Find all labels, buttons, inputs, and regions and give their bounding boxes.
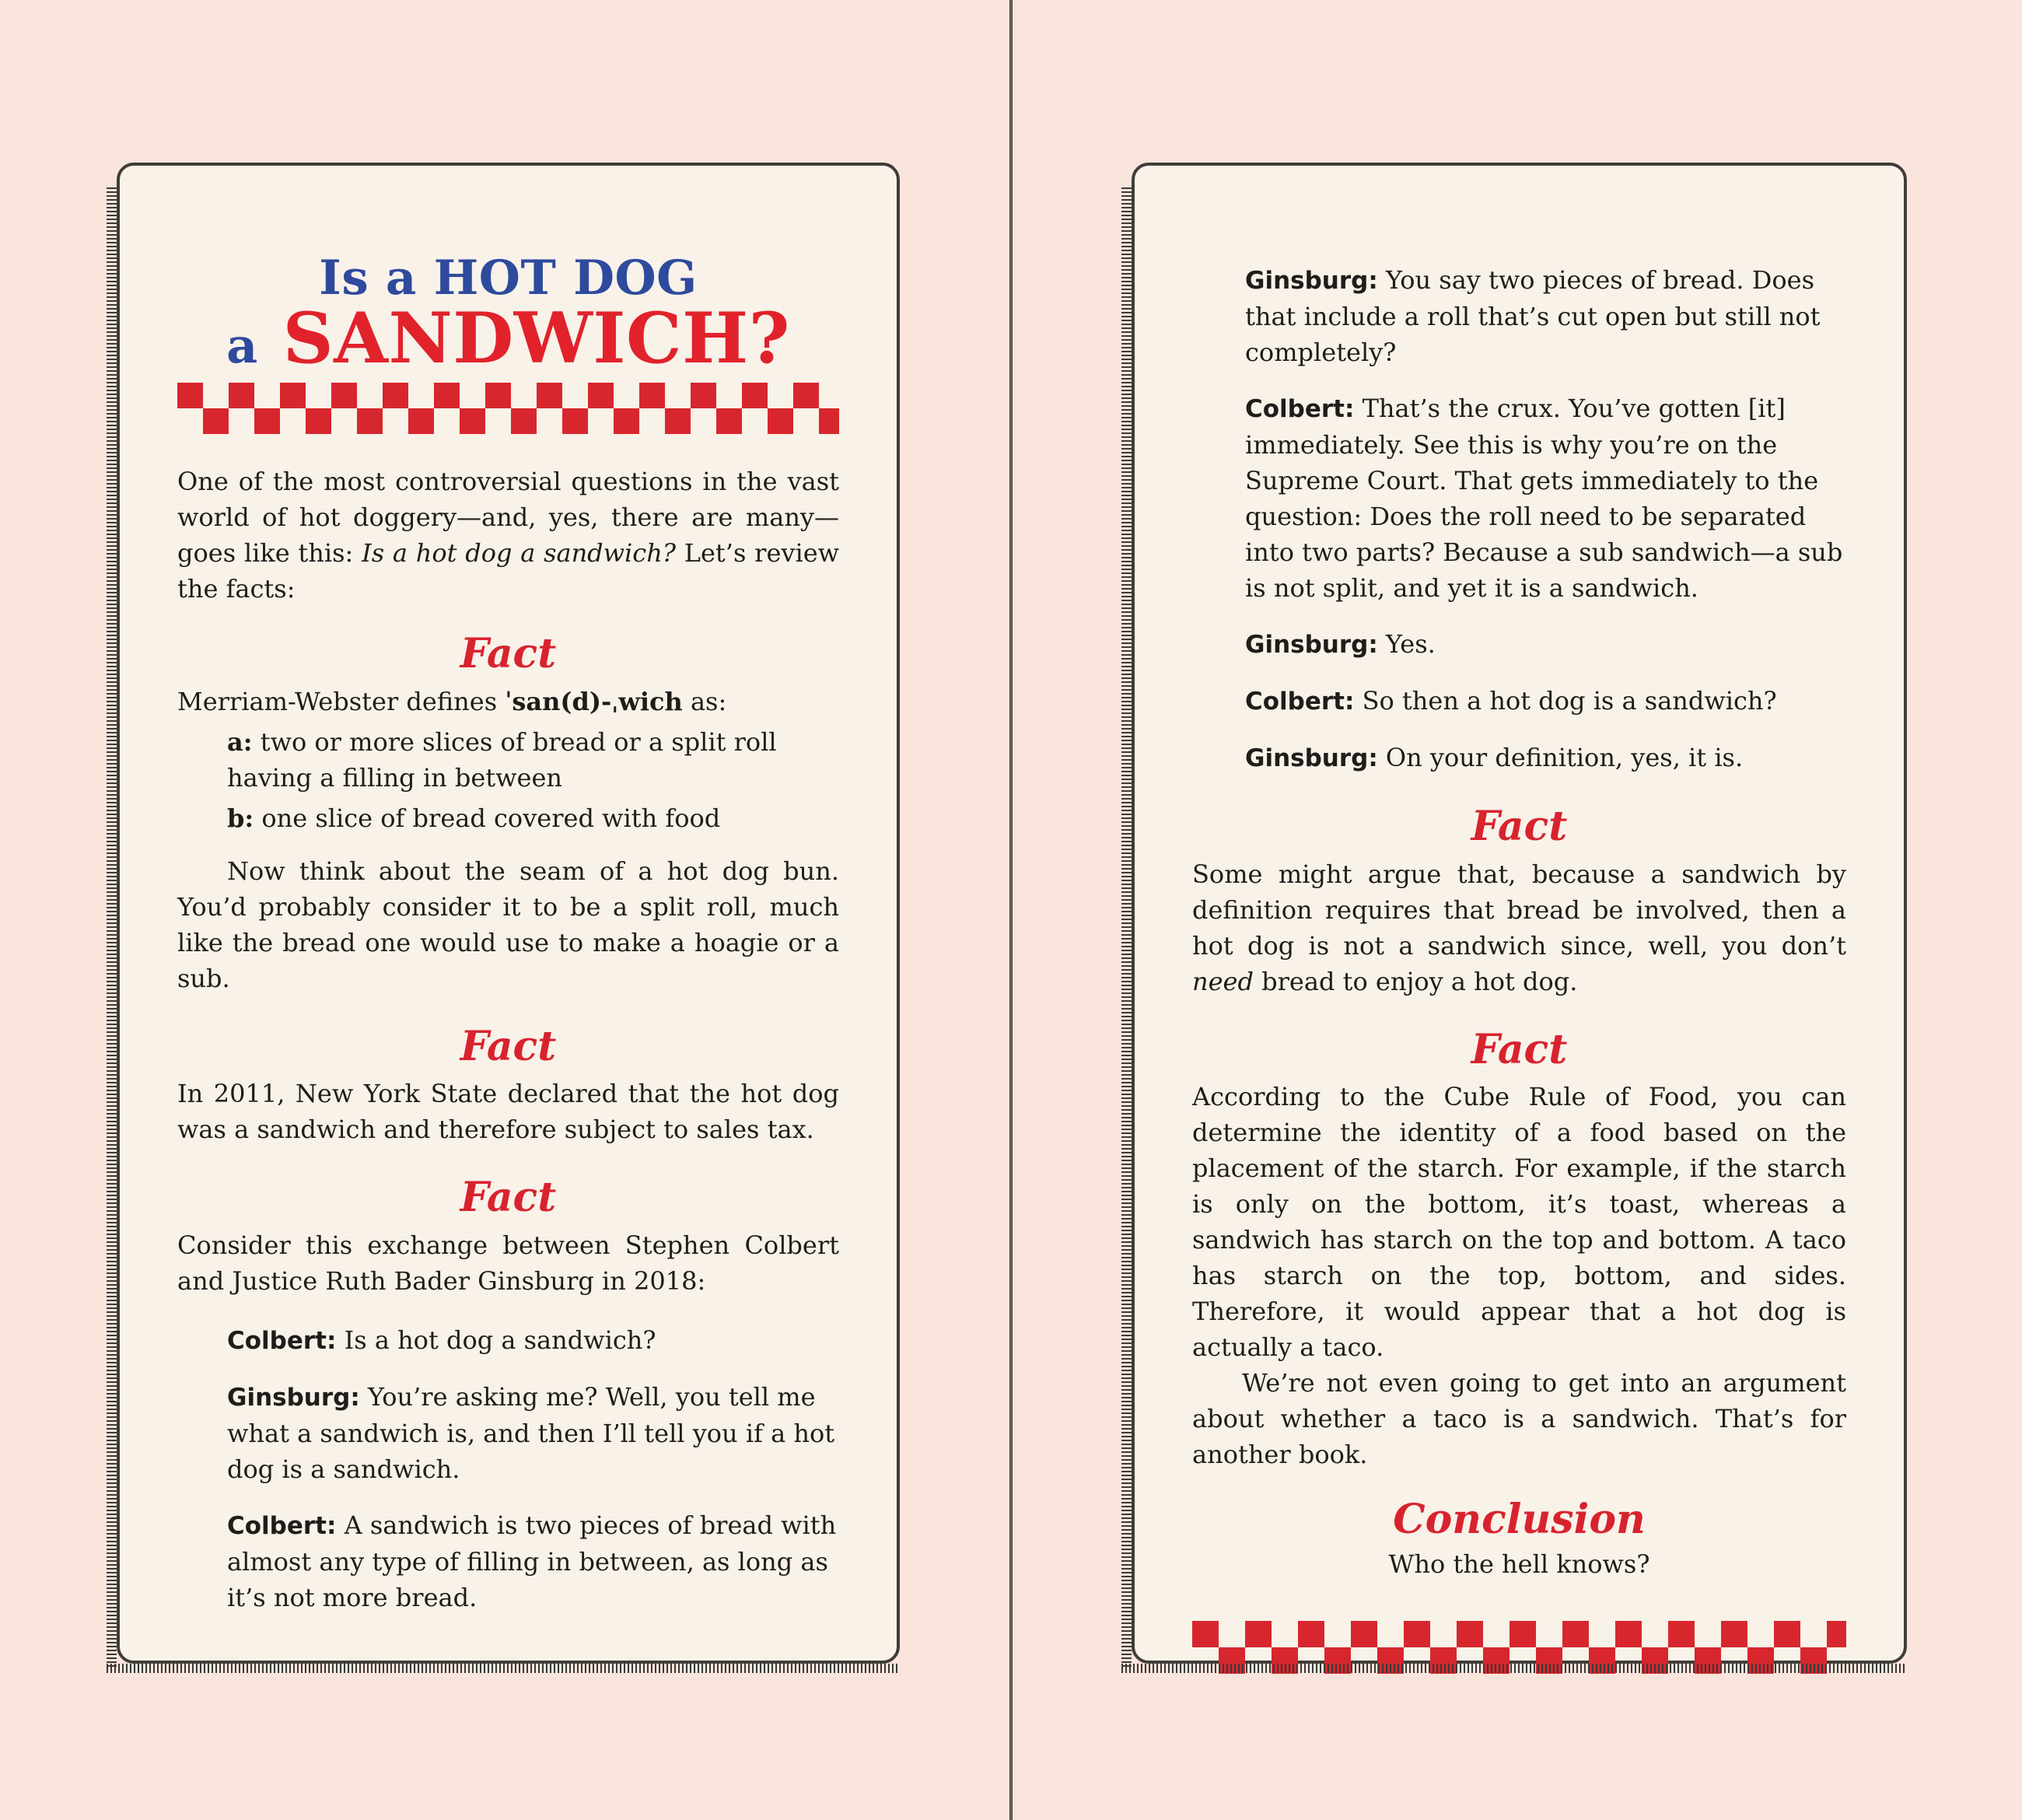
dialogue-text: That’s the crux. You’ve gotten [it] immediately. See this is why you’re on the Supreme Court. That gets immediately to the question: Does the roll need to be separated into two parts? Because a sub sandwich—a sub is not split, and yet it is a sandwich. — [1245, 394, 1843, 603]
title-line2-word: SANDWICH? — [282, 296, 790, 380]
page-edge-fringe-bottom — [1121, 1664, 1905, 1673]
definition-b-text: one slice of bread covered with food — [254, 803, 721, 833]
dialogue-line — [1245, 740, 1846, 776]
speaker-name: Ginsburg: — [227, 1383, 360, 1412]
dialogue-line — [227, 1322, 839, 1359]
dialogue-line — [1245, 262, 1846, 370]
intro-text-2: Let’s review the facts: — [177, 538, 840, 604]
fact4-text-1: Some might argue that, because a sandwich by definition requires that bread be involved, then a hot dog is not a sandwich since, well, you don’t — [1192, 859, 1846, 961]
fact1-note: Now think about the seam of a hot dog bun. You’d probably consider it to be a split roll, much like the bread one would use to make a hoagie or a sub. — [177, 856, 839, 993]
fact5-paragraph: According to the Cube Rule of Food, you can determine the identity of a food based on the placement of the starch. For example, if the starch is only on the bottom, it’s toast, whereas a sandwich has starch on the top and bottom. A taco has starch on the top, bottom, and sides. Therefore, it would appear that a hot dog is actually a taco. — [1192, 1082, 1846, 1363]
intro-text-1: One of the most controversial questions in the vast world of hot doggery—and, yes, there are many—goes like this: — [177, 467, 839, 569]
dialogue-text: So then a hot dog is a sandwich? — [1354, 686, 1777, 716]
definition-intro — [177, 684, 839, 719]
dialogue-line — [227, 1379, 839, 1487]
dialogue-text: Is a hot dog a sandwich? — [336, 1325, 656, 1355]
speaker-name: Ginsburg: — [1245, 744, 1378, 772]
dialogue-text: You’re asking me? Well, you tell me what a sandwich is, and then I’ll tell you if a hot dog is a sandwich. — [227, 1381, 835, 1484]
left-page — [117, 163, 900, 1664]
page-edge-fringe-left — [107, 187, 117, 1668]
definition-a-text: two or more slices of bread or a split roll having a filling in between — [227, 726, 777, 793]
title-line2-article: a — [226, 317, 258, 374]
dialogue-line — [1245, 390, 1846, 606]
conclusion-heading: Conclusion — [1393, 1496, 1646, 1544]
fact-heading-5: Fact — [1471, 1025, 1568, 1073]
fact4-paragraph — [1192, 856, 1846, 999]
definition-prefix: Merriam-Webster defines — [177, 686, 506, 716]
fact2-paragraph: In 2011, New York State declared that the hot dog was a sandwich and therefore subject to sales tax. — [177, 1079, 839, 1145]
title-line2 — [177, 296, 839, 380]
conclusion-text: Who the hell knows? — [1388, 1549, 1650, 1579]
intro-text-italic: Is a hot dog a sandwich? — [362, 538, 676, 569]
checker-strip-top — [177, 383, 839, 434]
right-page — [1132, 163, 1907, 1664]
fact4-text-italic: need — [1192, 966, 1254, 996]
page-edge-fringe-bottom — [107, 1664, 898, 1673]
page-title — [177, 250, 839, 380]
speaker-name: Colbert: — [1245, 688, 1355, 716]
dialogue-text: You say two pieces of bread. Does that include a roll that’s cut open but still not completely? — [1245, 265, 1821, 367]
definition-a-label: a: — [227, 726, 253, 757]
definition-b — [227, 800, 817, 836]
page-edge-fringe-left — [1121, 187, 1132, 1668]
fact-heading-2: Fact — [460, 1022, 557, 1070]
dialogue-line — [1245, 683, 1846, 719]
dialogue-line — [227, 1507, 839, 1615]
fact5-note: We’re not even going to get into an argument about whether a taco is a sandwich. That’s for another book. — [1192, 1368, 1846, 1470]
fact-heading-1: Fact — [460, 630, 557, 678]
speaker-name: Ginsburg: — [1245, 267, 1378, 295]
definition-b-label: b: — [227, 803, 254, 833]
fact-heading-4: Fact — [1471, 803, 1568, 850]
title-line1: Is a HOT DOG — [319, 250, 698, 306]
definition-a — [227, 724, 817, 796]
dialogue-text: A sandwich is two pieces of bread with almost any type of filling in between, as long as it’s not more bread. — [227, 1510, 837, 1612]
dialogue-text: On your definition, yes, it is. — [1377, 743, 1744, 772]
definition-suffix: as: — [682, 686, 727, 716]
dialogue-line — [1245, 626, 1846, 663]
dialogue-text: Yes. — [1377, 629, 1436, 659]
speaker-name: Colbert: — [227, 1511, 337, 1540]
fact3-lead: Consider this exchange between Stephen Colbert and Justice Ruth Bader Ginsburg in 2018: — [177, 1230, 839, 1296]
speaker-name: Colbert: — [227, 1326, 337, 1355]
speaker-name: Ginsburg: — [1245, 631, 1378, 659]
speaker-name: Colbert: — [1245, 395, 1355, 423]
definition-term: ˈsan(d)-ˌwich — [505, 686, 683, 716]
fact-heading-3: Fact — [460, 1174, 557, 1222]
intro-paragraph — [177, 464, 839, 607]
spread-divider — [1009, 0, 1013, 1820]
fact4-text-2: bread to enjoy a hot dog. — [1253, 966, 1578, 996]
